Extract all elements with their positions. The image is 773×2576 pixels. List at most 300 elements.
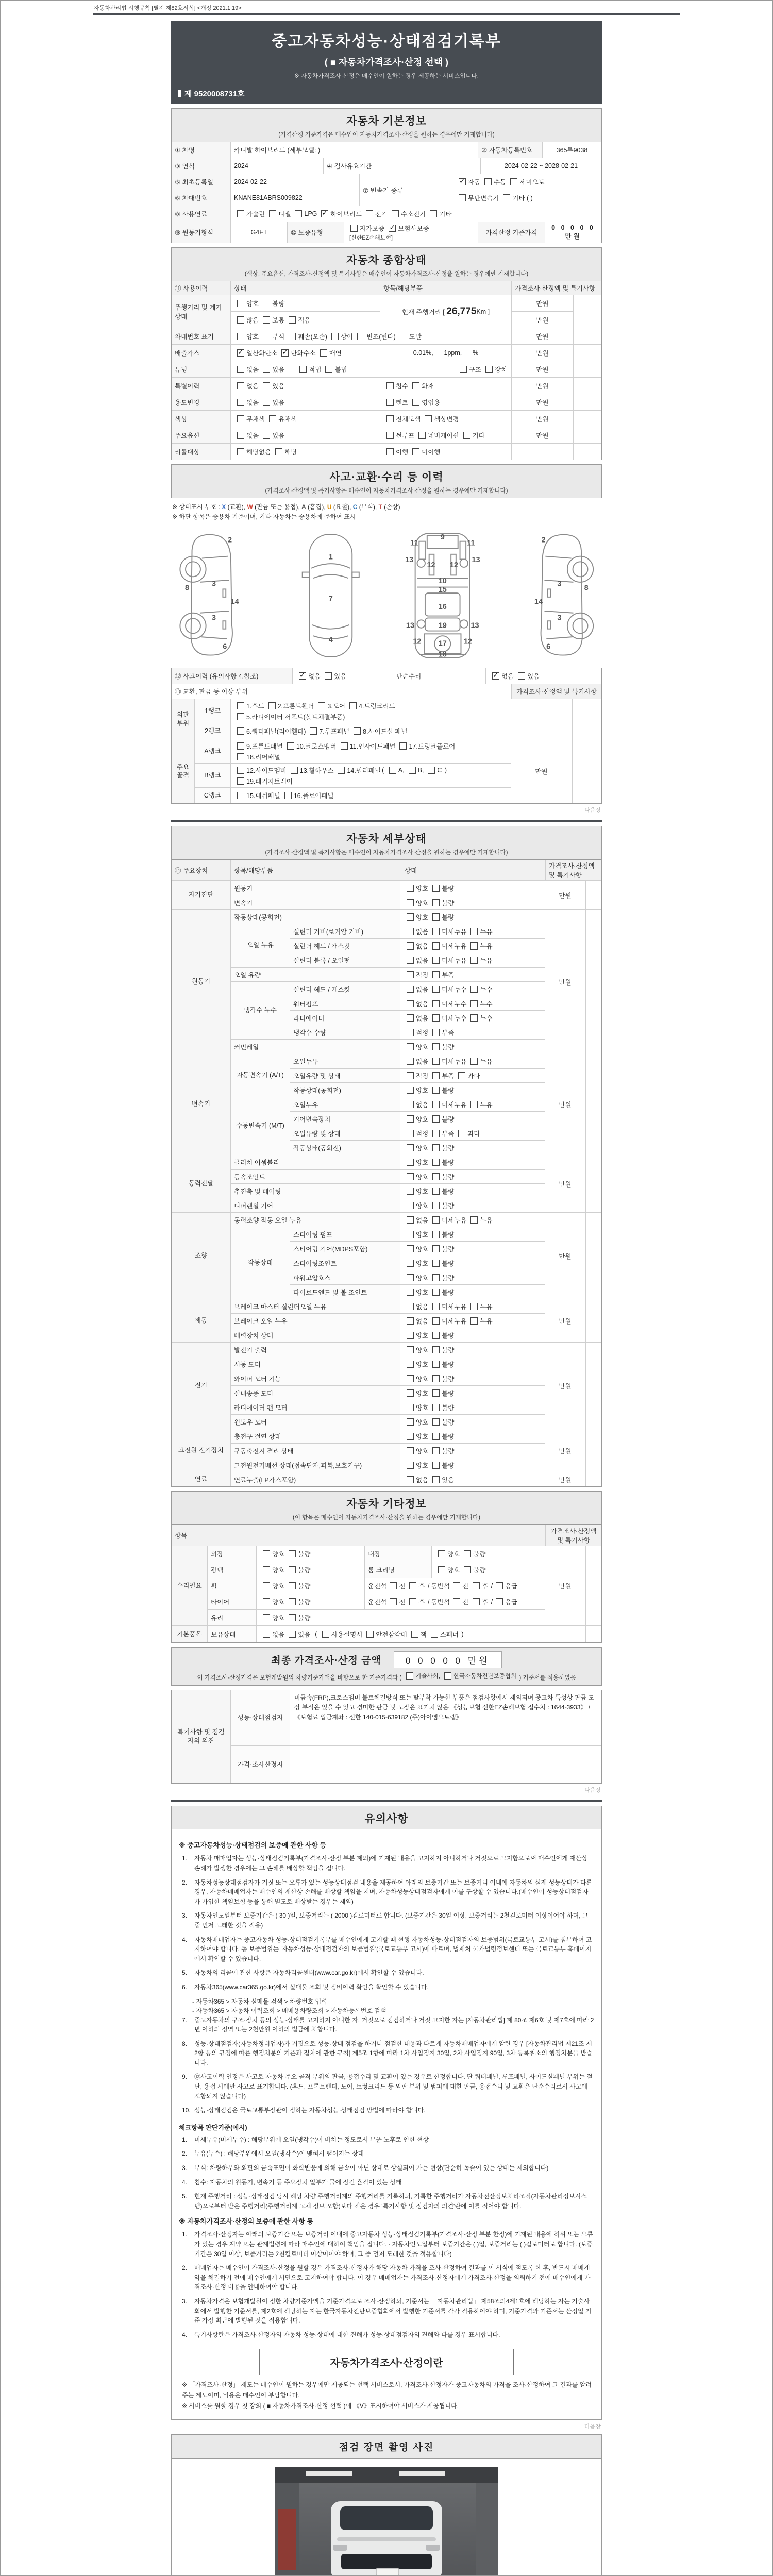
checkbox-미세누유[interactable] [432,1215,466,1225]
checkbox-label: 양호 [416,1274,429,1282]
table-row [290,953,545,967]
checkbox-양호[interactable] [263,1613,284,1622]
table-row [231,1371,545,1386]
checkbox-label: 불량 [473,1551,486,1558]
checkbox-불량[interactable] [432,1201,454,1210]
checkbox-누유[interactable] [470,927,492,936]
checkbox-icon [432,885,440,892]
checkbox-기타 ( )[interactable] [503,193,532,202]
checkbox-17.트렁크플로어[interactable] [399,741,455,751]
checkbox-누유[interactable] [470,1316,492,1326]
checkbox-하이브리드[interactable] [321,209,361,218]
checkbox-B,[interactable] [409,767,424,774]
checkbox-icon [432,942,440,950]
checkbox-부식[interactable] [263,332,284,341]
table-cell: 연료 [172,1472,231,1486]
section-title: 자동차 기본정보 [346,115,427,127]
checkbox-양호[interactable] [407,1461,428,1470]
checkbox-누유[interactable] [470,1057,492,1066]
checkbox-부족[interactable] [432,1129,454,1138]
checkbox-도말[interactable] [400,332,422,341]
checkbox-LPG[interactable] [295,210,317,217]
table [171,281,602,460]
checkbox-없음[interactable] [407,1100,428,1109]
table-cell [400,968,545,981]
checkbox-1.후드[interactable] [237,701,264,710]
checkbox-안전삼각대[interactable] [366,1630,407,1639]
checkbox-11.인사이드패널[interactable] [341,741,396,751]
checkbox-수소전기[interactable] [392,209,426,218]
checkbox-자가보증[interactable] [350,224,384,233]
checkbox-C[interactable] [428,767,442,774]
checkbox-불량[interactable] [432,1345,454,1354]
checkbox-없음[interactable] [237,431,259,440]
checkbox-없음[interactable] [299,671,321,681]
price-survey-definition-box: 자동차가격조사·산정이란 [259,2349,514,2375]
checkbox-label: 미세누유 [442,1317,467,1325]
table-row [290,1746,601,1783]
checkbox-장치[interactable] [485,365,507,374]
checkbox-미세누유[interactable] [432,1302,466,1311]
final-price-bar [171,1647,602,1686]
checkbox-양호[interactable] [407,1360,428,1369]
checkbox-불량[interactable] [432,1417,454,1427]
checkbox-보통[interactable] [263,315,284,325]
checkbox-양호[interactable] [407,1273,428,1282]
checkbox-10.크로스멤버[interactable] [287,741,337,751]
checkbox-없음[interactable] [237,398,259,407]
checkbox-label: B, [417,766,424,774]
checkbox-양호[interactable] [407,1230,428,1239]
checkbox-icon [407,1346,414,1353]
checkbox-세미오토[interactable] [510,177,544,187]
table-cell [400,1097,545,1111]
checkbox-썬루프[interactable] [386,431,414,440]
checkbox-적정[interactable] [407,970,428,979]
checkbox-적정[interactable] [407,1028,428,1037]
checkbox-8.사이드실 패널[interactable] [354,726,407,736]
checkbox-불량[interactable] [432,1042,454,1052]
checkbox-양호[interactable] [237,332,259,341]
text: T [378,503,382,511]
checkbox-18.리어패널[interactable] [237,752,280,761]
checkbox-있음[interactable] [263,365,284,374]
checkbox-기타[interactable] [463,431,485,440]
checkbox-13.휠하우스[interactable] [291,766,334,775]
checkbox-없음[interactable] [407,956,428,965]
table-cell [231,788,511,803]
checkbox-불량[interactable] [432,1446,454,1455]
notice-item-text: 자동차매매업자는 중고자동차 성능·상태점검기록부를 매수인에게 고지할 때 현행 자동차성능·상태점검자의 보증범위(국토교통부 고시)를 첨부하여 고지하여야 합니다. 동 보증범위는 '자동차성능·상태점검자의 보증범위'(국토교통부 고시)에 따르며, 법제처 국가법령정보센터 또는 국토교통부 홈페이지에서 확인할 수 있습니다. [194,1936,592,1962]
checkbox-7.루프패널[interactable] [310,726,349,736]
checkbox-디젤[interactable] [269,209,291,218]
checkbox-불량[interactable] [432,1143,454,1153]
checkbox-없음[interactable] [407,941,428,951]
checkbox-불량[interactable] [432,1114,454,1124]
checkbox-누수[interactable] [470,999,492,1008]
checkbox-icon [237,300,244,307]
checkbox-미세누유[interactable] [432,927,466,936]
text: W [247,503,253,511]
checkbox-불량[interactable] [432,912,454,922]
checkbox-불량[interactable] [432,1388,454,1398]
checkbox-icon [407,1188,414,1195]
checkbox-양호[interactable] [407,1158,428,1167]
checkbox-2.프론트휀더[interactable] [268,701,314,710]
checkbox-미세누유[interactable] [432,1057,466,1066]
checkbox-불량[interactable] [432,1158,454,1167]
table-group-row [172,699,601,739]
checkbox-해당없음[interactable] [237,447,271,456]
car-diagrams [171,524,602,668]
checkbox-양호[interactable] [407,1345,428,1354]
checkbox-icon [470,1058,478,1065]
checkbox-불량[interactable] [432,1360,454,1369]
checkbox-영업용[interactable] [412,398,440,407]
table-cell: 수리필요 [172,1546,208,1625]
checkbox-15.대쉬패널[interactable] [237,791,280,800]
checkbox-label: 양호 [416,1433,429,1440]
table-row [231,1213,545,1227]
checkbox-icon [289,1598,296,1605]
table-cell [586,1343,601,1429]
checkbox-후[interactable] [473,1597,488,1606]
notice-item-number: 2. [182,2150,188,2158]
checkbox-미세누유[interactable] [432,1316,466,1326]
checkbox-있음[interactable] [263,381,284,391]
checkbox-양호[interactable] [407,1042,428,1052]
checkbox-불량[interactable] [464,1565,485,1574]
checkbox-양호[interactable] [407,884,428,893]
checkbox-불량[interactable] [432,1287,454,1297]
checkbox-일산화탄소[interactable] [237,348,277,358]
checkbox-양호[interactable] [263,1581,284,1590]
table-cell [257,1546,365,1562]
checkbox-label: 양호 [416,1375,429,1383]
section-title: 자동차 종합상태 [346,255,427,266]
checkbox-label: 없음 [246,382,259,390]
checkbox-16.플로어패널[interactable] [284,791,334,800]
checkbox-없음[interactable] [407,1215,428,1225]
table-cell: 동력전달 [172,1155,231,1212]
checkbox-없음[interactable] [407,999,428,1008]
diagram-part-number-1: 1 [328,553,333,562]
checkbox-불량[interactable] [432,898,454,907]
table-cell [380,394,512,410]
checkbox-사용설명서[interactable] [322,1630,362,1639]
checkbox-label: 부족 [442,1130,455,1138]
checkbox-양호[interactable] [438,1565,460,1574]
table-row [231,174,359,190]
checkbox-있음[interactable] [289,1630,310,1639]
checkbox-누유[interactable] [470,956,492,965]
checkbox-한국자동차진단보증협회[interactable] [444,1672,516,1680]
checkbox-전체도색[interactable] [386,414,421,423]
checkbox-렌트[interactable] [386,398,408,407]
table-row [172,411,601,427]
checkbox-미세누유[interactable] [432,956,466,965]
checkbox-label: 양호 [447,1567,460,1574]
notice-item [182,1982,594,1992]
checkbox-잭[interactable] [411,1630,427,1639]
checkbox-양호[interactable] [407,1446,428,1455]
checkbox-많음[interactable] [237,315,259,325]
checkbox-불량[interactable] [432,1187,454,1196]
checkbox-양호[interactable] [407,1086,428,1095]
checkbox-없음[interactable] [237,381,259,391]
checkbox-label: 보통 [272,316,285,324]
checkbox-탄화수소[interactable] [281,348,315,358]
notice-item-number: 3. [182,1912,188,1920]
table-row [172,860,601,881]
table-row [290,996,545,1011]
checkbox-없음[interactable] [492,671,514,681]
checkbox-미세누유[interactable] [432,941,466,951]
checkbox-해당[interactable] [275,447,297,456]
checkbox-불량[interactable] [432,1244,454,1253]
checkbox-불량[interactable] [289,1581,310,1590]
checkbox-미세누수[interactable] [432,1013,466,1023]
checkbox-없음[interactable] [407,1057,428,1066]
checkbox-전[interactable] [453,1597,468,1606]
checkbox-무단변속기[interactable] [459,193,499,202]
checkbox-후[interactable] [473,1581,488,1590]
checkbox-있음[interactable] [518,671,540,681]
checkbox-label: 많음 [246,316,259,324]
table-cell [574,394,602,410]
checkbox-불량[interactable] [432,1273,454,1282]
checkbox-label: LPG [304,210,317,217]
checkbox-과다[interactable] [458,1071,480,1080]
checkbox-양호[interactable] [407,1403,428,1412]
checkbox-없음[interactable] [407,1013,428,1023]
checkbox-가솔린[interactable] [237,209,265,218]
checkbox-양호[interactable] [407,1331,428,1340]
checkbox-icon [407,1361,414,1368]
checkbox-누유[interactable] [470,941,492,951]
checkbox-양호[interactable] [407,1172,428,1181]
checkbox-누유[interactable] [470,1215,492,1225]
checkbox-불량[interactable] [432,1331,454,1340]
checkbox-양호[interactable] [407,1388,428,1398]
checkbox-스패너[interactable] [431,1630,459,1639]
table-cell: ⑨ 원동기형식 [172,222,231,243]
checkbox-불량[interactable] [432,1461,454,1470]
checkbox-과다[interactable] [458,1129,480,1138]
checkbox-양호[interactable] [407,1374,428,1383]
checkbox-전[interactable] [390,1597,405,1606]
checkbox-유채색[interactable] [269,414,297,423]
checkbox-불량[interactable] [289,1597,310,1606]
table-cell [400,1343,545,1357]
notice-item-text: 미세누유(미세누수) : 해당부위에 오일(냉각수)이 비치는 정도로서 부품 노후로 인한 현상 [194,2136,429,2143]
checkbox-양호[interactable] [407,1432,428,1441]
checkbox-불량[interactable] [432,1230,454,1239]
checkbox-label: 세미오토 [519,179,545,186]
checkbox-불량[interactable] [432,1086,454,1095]
checkbox-label: 자동 [468,179,481,186]
section-etc-header [171,1491,602,1525]
checkbox-전[interactable] [453,1581,468,1590]
checkbox-icon [407,1462,414,1469]
checkbox-누유[interactable] [470,1100,492,1109]
checkbox-불량[interactable] [432,1374,454,1383]
checkbox-icon [407,1332,414,1339]
checkbox-자동[interactable] [459,177,480,187]
car-diagram-underside [395,528,490,662]
checkbox-양호[interactable] [237,299,259,308]
checkbox-없음[interactable] [237,365,259,374]
checkbox-응급[interactable] [496,1597,517,1606]
checkbox-적음[interactable] [289,315,310,325]
table-cell: 항목 [172,1525,546,1546]
checkbox-label: 누수 [480,986,493,993]
checkbox-양호[interactable] [263,1565,284,1574]
table-cell [400,1227,545,1241]
checkbox-4.트렁크리드[interactable] [349,701,395,710]
checkbox-무채색[interactable] [237,414,265,423]
checkbox-양호[interactable] [438,1549,460,1558]
checkbox-누수[interactable] [470,985,492,994]
diagram-part-number-8: 8 [584,584,589,592]
checkbox-양호[interactable] [407,1114,428,1124]
checkbox-불량[interactable] [289,1549,310,1558]
checkbox-label: 기술사회, [415,1673,440,1680]
checkbox-없음[interactable] [407,927,428,936]
checkbox-부족[interactable] [432,970,454,979]
checkbox-없음[interactable] [407,985,428,994]
checkbox-있음[interactable] [263,398,284,407]
table-cell [512,295,574,328]
checkbox-5.라디에이터 서포트(볼트체결부품)[interactable] [237,712,345,721]
checkbox-없음[interactable] [407,1302,428,1311]
diagram-part-number-8: 8 [184,584,189,592]
checkbox-icon [432,1188,440,1195]
checkbox-있음[interactable] [432,1475,454,1484]
checkbox-불량[interactable] [432,884,454,893]
checkbox-보험사보증[interactable] [389,224,429,233]
checkbox-불량[interactable] [432,1403,454,1412]
checkbox-양호[interactable] [407,898,428,907]
checkbox-불량[interactable] [432,1432,454,1441]
checkbox-이행[interactable] [386,447,408,456]
diagram-part-number-14: 14 [230,598,239,606]
checkbox-매연[interactable] [320,348,342,358]
table-cell [231,328,512,344]
checkbox-없음[interactable] [407,1475,428,1484]
checkbox-icon [386,448,394,455]
checkbox-label: 불량 [442,1202,455,1210]
checkbox-양호[interactable] [407,1143,428,1153]
checkbox-A,[interactable] [389,767,405,774]
checkbox-불량[interactable] [432,1259,454,1268]
checkbox-14.필러패널[interactable] [338,766,381,775]
checkbox-응급[interactable] [496,1581,517,1590]
checkbox-불량[interactable] [263,299,284,308]
table-cell: 라디에이터 [290,1011,400,1025]
checkbox-없음[interactable] [263,1630,284,1639]
checkbox-양호[interactable] [407,1244,428,1253]
checkbox-있음[interactable] [263,431,284,440]
checkbox-양호[interactable] [407,1201,428,1210]
checkbox-불량[interactable] [432,1172,454,1181]
checkbox-미세누수[interactable] [432,985,466,994]
table-row [290,1242,545,1256]
checkbox-화재[interactable] [412,381,434,391]
table-row [172,190,230,206]
checkbox-색상변경[interactable] [425,414,459,423]
table-row [172,1525,601,1546]
checkbox-있음[interactable] [325,671,346,681]
checkbox-네비게이션[interactable] [418,431,459,440]
checkbox-12.사이드멤버[interactable] [237,766,287,775]
checkbox-불량[interactable] [289,1565,310,1574]
checkbox-미이행[interactable] [412,447,440,456]
checkbox-적정[interactable] [407,1071,428,1080]
checkbox-9.프론트패널[interactable] [237,741,283,751]
checkbox-누수[interactable] [470,1013,492,1023]
checkbox-없음[interactable] [407,1316,428,1326]
checkbox-icon [458,1130,465,1137]
table-cell: 보유상태 [208,1626,257,1642]
checkbox-부족[interactable] [432,1071,454,1080]
checkbox-양호[interactable] [263,1549,284,1558]
checkbox-후[interactable] [409,1581,425,1590]
table-cell: 만원 [545,1429,586,1472]
text: / [489,1582,493,1590]
checkbox-기타[interactable] [430,209,451,218]
notice-item-text: 현재 주행거리 : 성능·상태점검 당시 해당 차량 주행거리계의 주행거리를 기록하되, 기록한 주행거리가 자동차전산정보처리조직(자동차관리정보시스템)으로부터 받은 주행거리(주행거리계 교체 정보 포함)보다 적은 경우 '특기사항 및 점검자의 의견'란에 이를 적어야 합니다. [194,2193,587,2210]
checkbox-변조(변타)[interactable] [357,332,396,341]
checkbox-양호[interactable] [263,1597,284,1606]
table-row [231,1184,545,1198]
checkbox-label: 자가보증 [360,225,385,232]
checkbox-3.도어[interactable] [318,701,345,710]
checkbox-미세누유[interactable] [432,1100,466,1109]
checkbox-구조[interactable] [460,365,481,374]
checkbox-icon [496,1598,503,1605]
checkbox-불법[interactable] [325,365,347,374]
checkbox-누유[interactable] [470,1302,492,1311]
checkbox-양호[interactable] [407,1287,428,1297]
checkbox-양호[interactable] [407,912,428,922]
checkbox-label: 기타 [439,211,452,218]
checkbox-수동[interactable] [484,177,506,187]
checkbox-6.쿼터패널(리어휀다)[interactable] [237,726,306,736]
checkbox-침수[interactable] [386,381,408,391]
table-row [208,1594,545,1610]
checkbox-양호[interactable] [407,1417,428,1427]
checkbox-훼손(오손)[interactable] [289,332,327,341]
checkbox-전기[interactable] [366,209,388,218]
checkbox-미세누수[interactable] [432,999,466,1008]
checkbox-기술사회,[interactable] [406,1672,440,1680]
checkbox-전[interactable] [390,1581,405,1590]
checkbox-19.패키지트레이[interactable] [237,776,293,786]
checkbox-적법[interactable] [299,365,321,374]
checkbox-후[interactable] [409,1597,425,1606]
checkbox-적정[interactable] [407,1129,428,1138]
table-cell: 충전구 절연 상태 [231,1429,400,1443]
checkbox-부족[interactable] [432,1028,454,1037]
checkbox-불량[interactable] [289,1613,310,1622]
checkbox-양호[interactable] [407,1259,428,1268]
section-divider [171,820,602,822]
checkbox-label: 없음 [416,957,429,964]
checkbox-상이[interactable] [331,332,353,341]
checkbox-양호[interactable] [407,1187,428,1196]
checkbox-불량[interactable] [464,1549,485,1558]
